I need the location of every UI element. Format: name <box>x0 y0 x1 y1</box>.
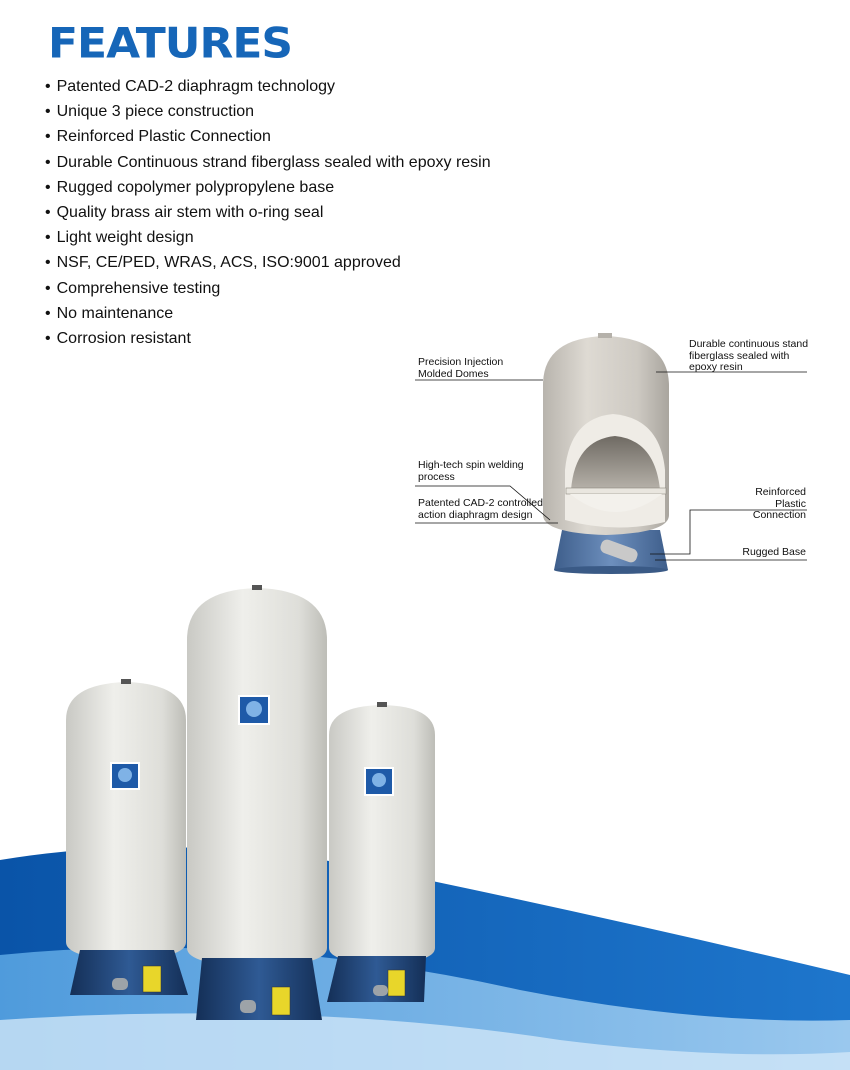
tank-center <box>187 585 327 1020</box>
feature-item: • Durable Continuous strand fiberglass sealed with epoxy resin <box>45 150 491 175</box>
feature-item: • Light weight design <box>45 225 491 250</box>
tank-left <box>66 679 188 995</box>
features-heading: FEATURES <box>48 19 293 68</box>
feature-item: • Comprehensive testing <box>45 276 491 301</box>
feature-item: • No maintenance <box>45 301 491 326</box>
callout-rugged-base: Rugged Base <box>742 546 806 558</box>
feature-item: • Unique 3 piece construction <box>45 99 491 124</box>
feature-item: • Quality brass air stem with o-ring seal <box>45 200 491 225</box>
product-tanks-illustration <box>0 570 850 1070</box>
feature-item: • Patented CAD-2 diaphragm technology <box>45 74 491 99</box>
callout-spin-welding: High-tech spin welding process <box>418 459 524 483</box>
callout-precision-domes: Precision Injection Molded Domes <box>418 356 504 380</box>
feature-item: • NSF, CE/PED, WRAS, ACS, ISO:9001 approved <box>45 250 491 275</box>
tank-right <box>327 702 435 1002</box>
callout-fiberglass: Durable continuous stand fiberglass sealed with epoxy resin <box>689 338 809 373</box>
feature-item: • Reinforced Plastic Connection <box>45 124 491 149</box>
feature-item: • Corrosion resistant <box>45 326 491 351</box>
features-list <box>45 74 491 351</box>
feature-item: • Rugged copolymer polypropylene base <box>45 175 491 200</box>
callout-plastic-connection: Reinforced Plastic Connection <box>752 486 806 521</box>
callout-diaphragm: Patented CAD-2 controlled action diaphragm design <box>418 497 543 521</box>
